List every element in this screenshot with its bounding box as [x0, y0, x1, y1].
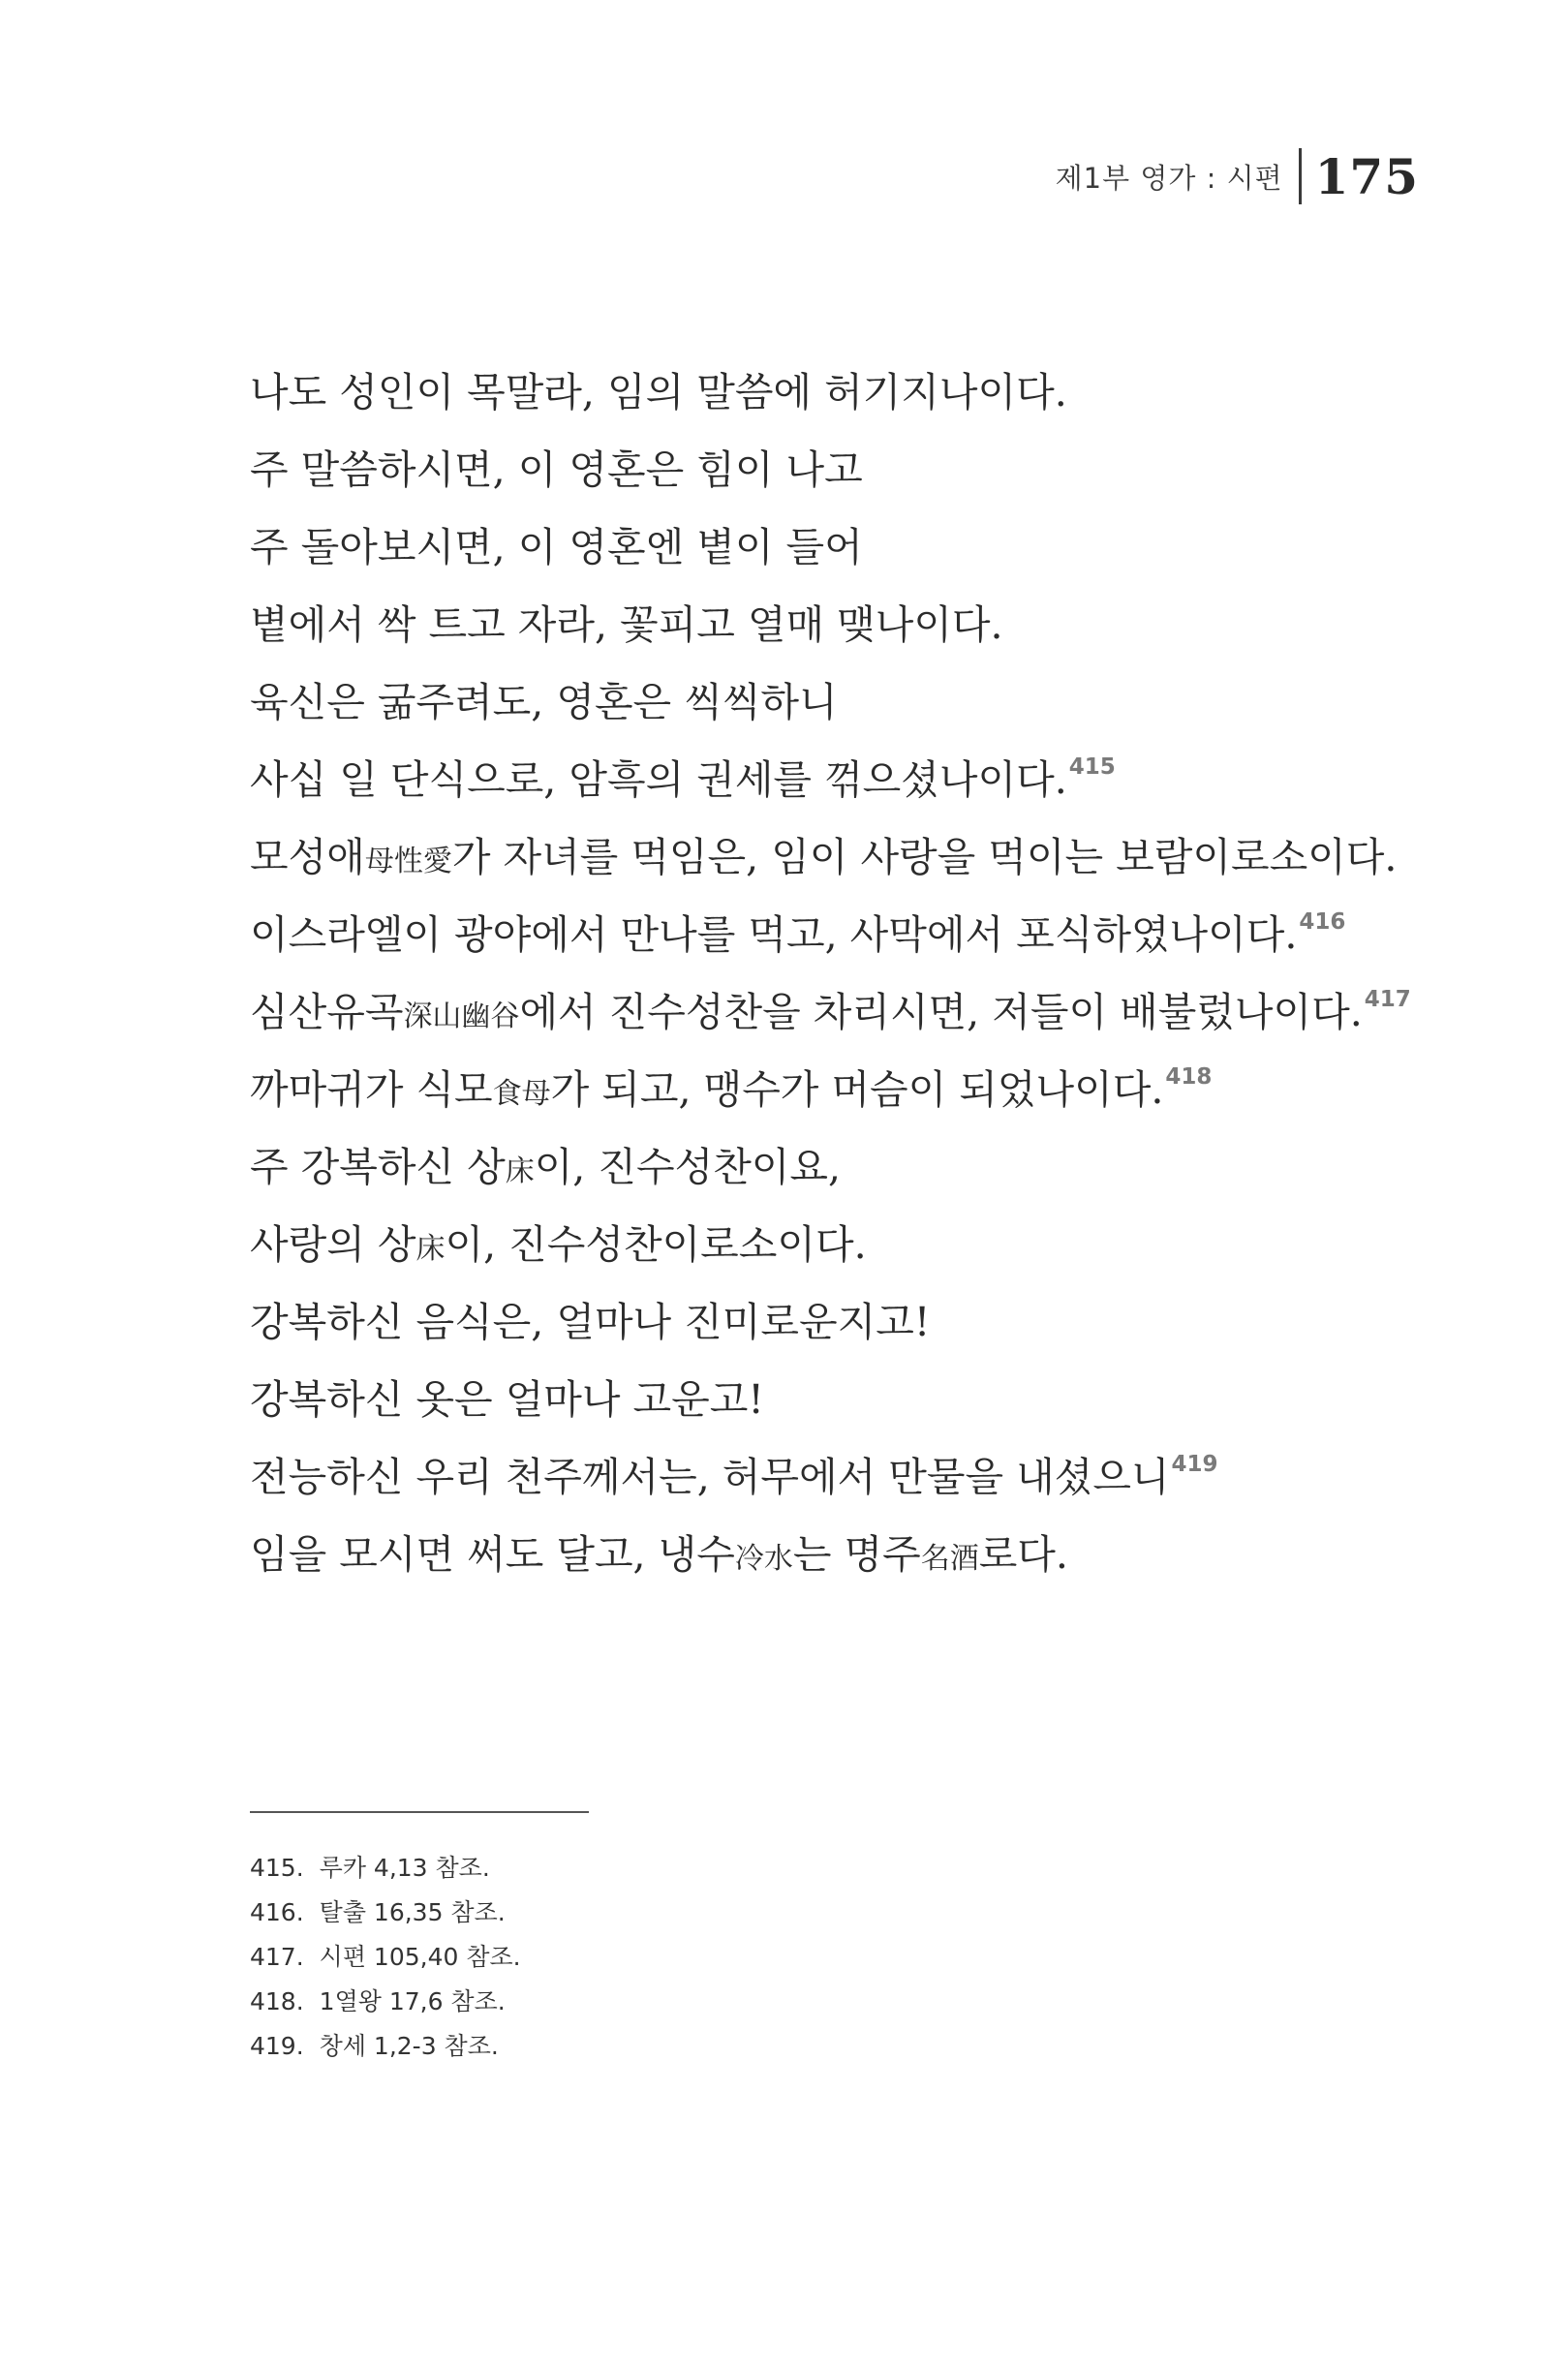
- poem-body: [250, 354, 1412, 1593]
- footnote-number: 417.: [250, 1943, 304, 1971]
- hanja-gloss: 母性愛: [364, 845, 452, 878]
- footnote-item: [250, 1846, 521, 1891]
- verse-line: [250, 354, 1412, 431]
- verse-text: 까마귀가 식모: [250, 1066, 493, 1113]
- footnote-item: [250, 1980, 521, 2024]
- verse-text: 사십 일 단식으로, 암흑의 권세를 꺾으셨나이다.: [250, 756, 1067, 803]
- verse-text: 는 명주: [792, 1531, 921, 1578]
- verse-line: [250, 1206, 1412, 1283]
- hanja-gloss: 名酒: [920, 1542, 979, 1576]
- footnote-number: 415.: [250, 1854, 304, 1882]
- verse-text: 육신은 굶주려도, 영혼은 씩씩하니: [250, 679, 838, 725]
- verse-text: 전능하신 우리 천주께서는, 허무에서 만물을 내셨으니: [250, 1454, 1170, 1500]
- footnote-number: 419.: [250, 2032, 304, 2060]
- footnote-text: 탈출 16,35 참조.: [319, 1898, 506, 1926]
- verse-line: [250, 663, 1412, 741]
- footnote-number: 416.: [250, 1898, 304, 1926]
- verse-text: 임을 모시면 써도 달고, 냉수: [250, 1531, 735, 1578]
- verse-line: [250, 431, 1412, 508]
- hanja-gloss: 深山幽谷: [403, 999, 520, 1033]
- verse-text: 이, 진수성찬이로소이다.: [445, 1221, 867, 1268]
- page-number: 175: [1314, 147, 1419, 205]
- section-title: 제1부 영가 : 시편: [1055, 161, 1283, 195]
- footnote-text: 1열왕 17,6 참조.: [319, 1987, 506, 2015]
- verse-text: 이스라엘이 광야에서 만나를 먹고, 사막에서 포식하였나이다.: [250, 911, 1298, 958]
- footnote-item: [250, 1935, 521, 1980]
- hanja-gloss: 冷水: [734, 1542, 793, 1576]
- verse-text: 나도 성인이 목말라, 임의 말씀에 허기지나이다.: [250, 369, 1067, 415]
- footnote-item: [250, 2024, 521, 2069]
- verse-text: 모성애: [250, 834, 365, 880]
- footnote-text: 루카 4,13 참조.: [319, 1854, 490, 1882]
- verse-text: 강복하신 옷은 얼마나 고운고!: [250, 1376, 764, 1423]
- verse-text: 이, 진수성찬이요,: [534, 1144, 842, 1190]
- verse-line: [250, 818, 1412, 896]
- verse-line: [250, 586, 1412, 663]
- verse-text: 에서 진수성찬을 차리시면, 저들이 배불렀나이다.: [519, 989, 1363, 1035]
- verse-line: [250, 1516, 1412, 1593]
- footnote-reference: 415: [1068, 754, 1116, 780]
- footnote-number: 418.: [250, 1987, 304, 2015]
- hanja-gloss: 床: [505, 1154, 535, 1188]
- verse-text: 심산유곡: [250, 989, 404, 1035]
- verse-text: 강복하신 음식은, 얼마나 진미로운지고!: [250, 1299, 931, 1345]
- verse-line: [250, 1283, 1412, 1361]
- running-header: [1056, 145, 1419, 207]
- verse-text: 주 강복하신 상: [250, 1144, 506, 1190]
- verse-text: 로다.: [978, 1531, 1068, 1578]
- verse-text: 가 되고, 맹수가 머슴이 되었나이다.: [550, 1066, 1164, 1113]
- verse-text: 주 말씀하시면, 이 영혼은 힘이 나고: [250, 446, 863, 493]
- footnote-reference: 419: [1171, 1452, 1218, 1477]
- verse-line: [250, 1051, 1412, 1128]
- verse-line: [250, 1361, 1412, 1438]
- footnote-text: 시편 105,40 참조.: [319, 1943, 521, 1971]
- footnote-reference: 418: [1165, 1064, 1213, 1090]
- footnote-text: 창세 1,2-3 참조.: [319, 2032, 499, 2060]
- verse-line: [250, 1128, 1412, 1206]
- verse-line: [250, 508, 1412, 586]
- hanja-gloss: 床: [415, 1232, 446, 1266]
- verse-line: [250, 896, 1412, 973]
- verse-text: 볕에서 싹 트고 자라, 꽃피고 열매 맺나이다.: [250, 601, 1003, 648]
- hanja-gloss: 食母: [492, 1077, 551, 1111]
- verse-line: [250, 1438, 1412, 1516]
- verse-line: [250, 741, 1412, 818]
- verse-text: 사랑의 상: [250, 1221, 416, 1268]
- verse-text: 가 자녀를 먹임은, 임이 사랑을 먹이는 보람이로소이다.: [451, 834, 1398, 880]
- header-divider: [1299, 148, 1302, 204]
- footnote-item: [250, 1891, 521, 1935]
- verse-text: 주 돌아보시면, 이 영혼엔 볕이 들어: [250, 524, 863, 570]
- footnote-divider: [250, 1811, 589, 1813]
- footnote-reference: 416: [1299, 909, 1346, 935]
- footnotes: [250, 1846, 521, 2069]
- verse-line: [250, 973, 1412, 1051]
- footnote-reference: 417: [1364, 987, 1411, 1012]
